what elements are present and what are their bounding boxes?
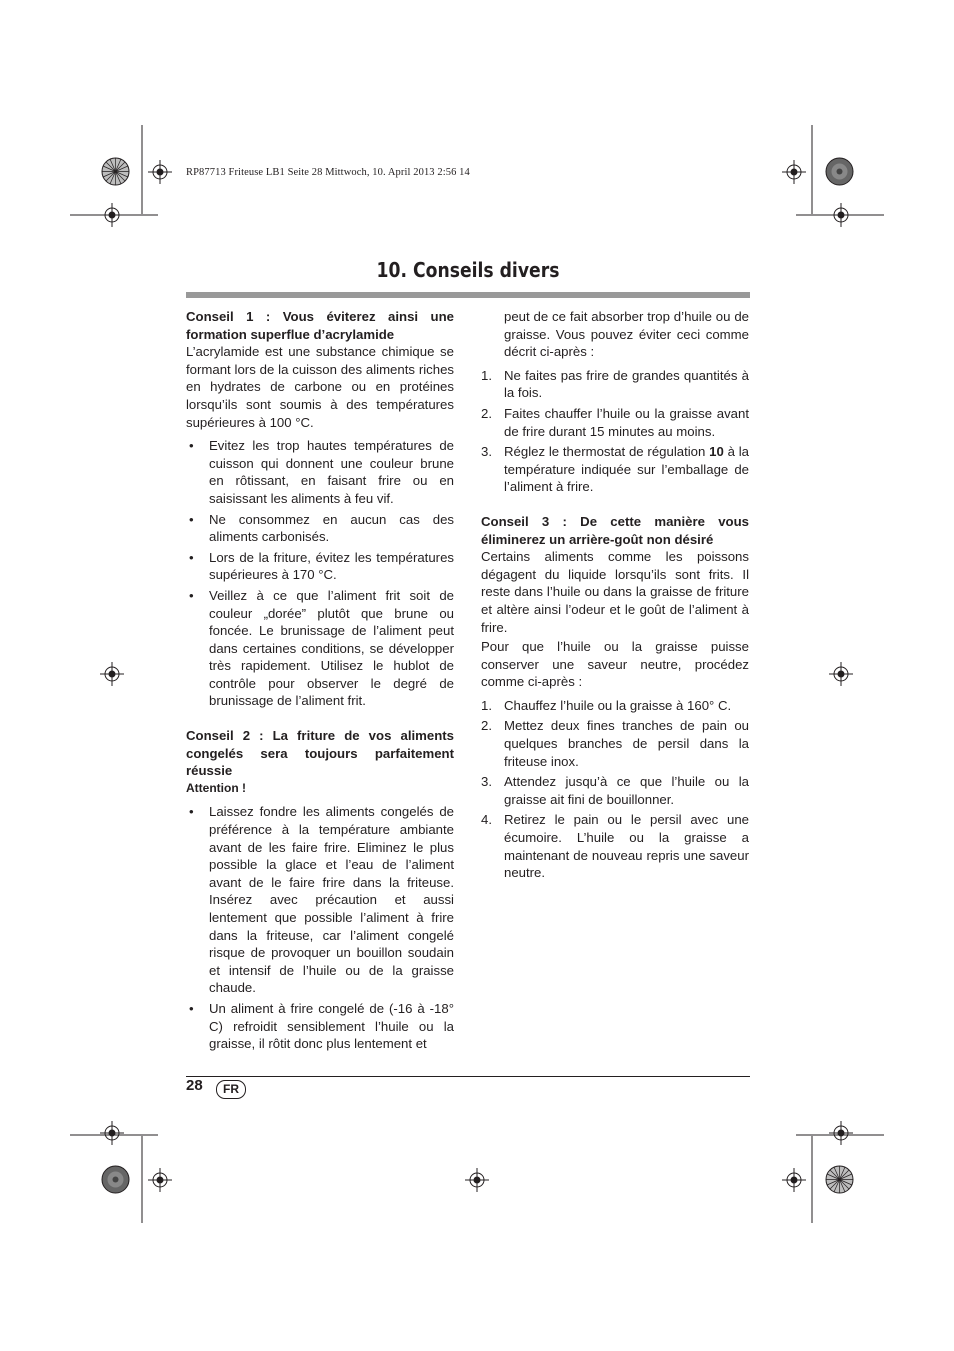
tip3-heading: Conseil 3 : De cette manière vous éliminerez un arrière-goût non désiré <box>481 513 749 547</box>
list-item: 4. Retirez le pain ou le persil avec une écumoire. L’huile ou la graisse a maintenant de nouveau repris une saveur neutre. <box>481 812 749 881</box>
list-item: 2. Mettez deux fines tranches de pain ou quelques branches de persil dans la friteuse inox. <box>481 718 749 769</box>
list-item: • Lors de la friture, évitez les températures supérieures à 170 °C. <box>189 549 454 583</box>
registration-mark-icon <box>829 662 853 686</box>
color-target-icon <box>825 1165 854 1194</box>
color-target-icon <box>825 157 854 186</box>
bullet-icon: • <box>189 511 194 527</box>
list-item: 2. Faites chauffer l’huile ou la graisse avant de frire durant 15 minutes au moins. <box>481 405 749 439</box>
title-underline-bar <box>186 292 750 298</box>
registration-mark-icon <box>465 1168 489 1192</box>
list-item: 1. Ne faites pas frire de grandes quantités à la fois. <box>481 367 749 401</box>
attention-label: Attention ! <box>186 780 246 795</box>
print-header: RP87713 Friteuse LB1 Seite 28 Mittwoch, 10. April 2013 2:56 14 <box>186 167 470 178</box>
tip1-heading: Conseil 1 : Vous éviterez ainsi une formation superflue d’acrylamide <box>186 309 454 342</box>
tip2-step-list <box>481 367 749 496</box>
thermostat-reference: 10 <box>709 444 724 460</box>
tip2-continuation: peut de ce fait absorber trop d’huile ou de graisse. Vous pouvez éviter ceci comme décrit ci-après : <box>504 309 749 360</box>
bullet-icon: • <box>189 549 194 565</box>
list-item: • Veillez à ce que l’aliment frit soit de couleur „dorée” plutôt que brune ou foncée. Le brunissage de l’aliment peut dans certaines conditions, se développer très rapidement. Utilisez le hublot de contrôle pour observer le degré de brunissage de l’aliment frit. <box>189 587 454 709</box>
tip1-bullet-list <box>186 437 454 710</box>
page-title: 10. Conseils divers <box>376 258 560 282</box>
bullet-icon: • <box>189 438 194 454</box>
left-column <box>186 308 454 1056</box>
language-badge: FR <box>216 1080 246 1099</box>
list-item: • Evitez les trop hautes températures de cuisson qui donnent une couleur brune en rôtissant, en faisant frire ou en saisissant les aliments à feu vif. <box>189 438 454 506</box>
tip1-intro: L’acrylamide est une substance chimique se formant lors de la cuisson des aliments riches en hydrates de carbone ou en protéines lorsqu’ils sont soumis à des températures supérieures à 100 °C. <box>186 344 454 430</box>
registration-mark-icon <box>782 1168 806 1192</box>
color-target-icon <box>101 1165 130 1194</box>
tip2-heading: Conseil 2 : La friture de vos aliments congelés sera toujours parfaitement réussie <box>186 728 454 779</box>
list-item: 3. Attendez jusqu’à ce que l’huile ou la graisse ait fini de bouillonner. <box>481 774 749 807</box>
registration-mark-icon <box>100 203 124 227</box>
list-item: • Laissez fondre les aliments congelés de préférence à la température ambiante avant de les faire frire. Eliminez le plus possible la glace et l’eau de l’aliment avant de le faire frire dans la friteuse. Insérez avec précaution et aussi lentement que possible l’aliment à frire dans la friteuse, car l’aliment congelé risque de provoquer un bouillon soudain et intensif de l’huile ou de la graisse chaude. <box>189 804 454 996</box>
bullet-icon: • <box>189 587 194 603</box>
tip3-paragraph-1: Certains aliments comme les poissons dégagent du liquide lorsqu’ils sont frits. Il reste dans l’huile ou dans la graisse de friture et altère ainsi l’odeur et le goût de l’aliment à frire. <box>481 549 749 635</box>
registration-mark-icon <box>829 203 853 227</box>
list-item: • Ne consommez en aucun cas des aliments carbonisés. <box>189 511 454 545</box>
tip3-paragraph-2: Pour que l’huile ou la graisse puisse conserver une saveur neutre, procédez comme ci-après : <box>481 639 749 690</box>
tip2-bullet-list <box>186 803 454 1052</box>
registration-mark-icon <box>100 662 124 686</box>
registration-mark-icon <box>829 1121 853 1145</box>
registration-mark-icon <box>100 1121 124 1145</box>
color-target-icon <box>101 157 130 186</box>
right-column <box>481 308 749 885</box>
registration-mark-icon <box>782 160 806 184</box>
registration-mark-icon <box>148 1168 172 1192</box>
tip3-step-list <box>481 697 749 882</box>
bullet-icon: • <box>189 1000 194 1016</box>
bullet-icon: • <box>189 804 194 820</box>
list-item: 1. Chauffez l’huile ou la graisse à 160° C. <box>481 697 732 713</box>
list-item: 3. Réglez le thermostat de régulation 10 à la température indiquée sur l’emballage de l’aliment à frire. <box>481 444 749 495</box>
registration-mark-icon <box>148 160 172 184</box>
list-item: • Un aliment à frire congelé de (-16 à -18° C) refroidit sensiblement l’huile ou la graisse, il rôtit donc plus lentement et <box>189 1000 454 1052</box>
footer-rule <box>186 1076 750 1077</box>
page-number: 28 <box>186 1077 203 1094</box>
